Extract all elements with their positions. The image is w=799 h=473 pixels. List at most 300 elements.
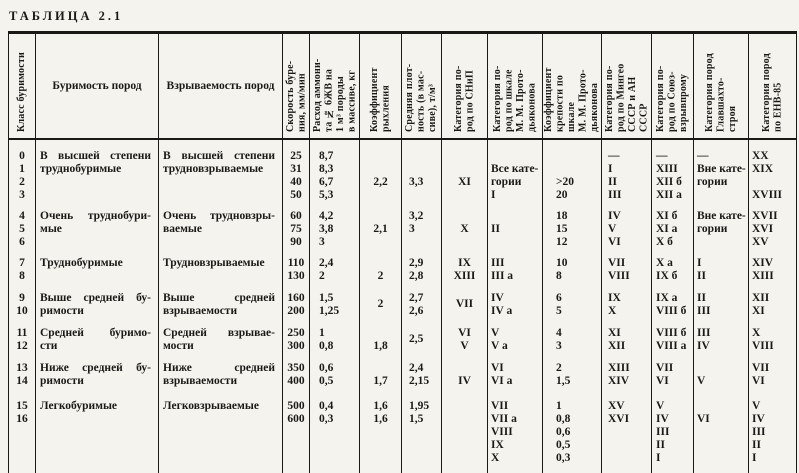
cell-line: II <box>608 176 617 188</box>
cell-line: 2,8 <box>409 270 424 282</box>
cell-line: I <box>697 257 702 269</box>
cell-line: IX <box>458 257 471 269</box>
cell-line: IX <box>491 439 504 451</box>
cell-line <box>488 210 542 223</box>
column-header-line: дьяконова <box>589 82 601 132</box>
cell-line: I <box>656 452 661 464</box>
column-header-line: Буримость пород <box>52 80 142 92</box>
cell-line: XVIII <box>752 189 783 201</box>
cell-line: V а <box>491 340 508 352</box>
cell-drill <box>35 202 158 249</box>
cell-line: 2,9 <box>409 257 424 269</box>
cell-snip <box>441 202 487 249</box>
cell-line: VIII б <box>656 305 687 317</box>
cell-line: XVII <box>752 210 778 222</box>
cell-dens <box>401 202 441 249</box>
cell-loos <box>359 388 401 473</box>
cell-glav <box>693 202 748 249</box>
cell-soyuz <box>651 353 693 388</box>
table-title: ТАБЛИЦА 2.1 <box>9 9 124 23</box>
column-header-line: крепости по <box>554 74 566 132</box>
cell-line: VI <box>608 236 621 248</box>
cell-loos <box>359 353 401 388</box>
cell-loos <box>359 318 401 353</box>
cell-line: X б <box>656 236 673 248</box>
column-header-line: Категория по- <box>492 65 503 132</box>
column-header-dens <box>401 34 441 138</box>
cell-line: 0,8 <box>319 340 334 352</box>
cell-line: VI а <box>491 375 513 387</box>
cell-line: V <box>608 223 617 235</box>
column-header-line: Категория по- <box>603 65 615 132</box>
cell-line <box>442 362 487 375</box>
cell-line: X <box>491 452 500 464</box>
column-header-line: строя <box>726 105 738 132</box>
cell-blast <box>158 388 282 473</box>
column-header-line: в массиве, кг <box>346 69 357 132</box>
column-header-env <box>748 34 796 138</box>
column-header-line: Средняя плот- <box>404 63 416 132</box>
cell-line: 0 <box>19 150 25 162</box>
cell-line: 2 <box>319 270 325 282</box>
cell-line <box>360 163 401 176</box>
cell-cls <box>9 318 35 353</box>
cell-line <box>360 257 401 270</box>
cell-line: — <box>656 150 668 162</box>
cell-line: сти <box>40 340 58 352</box>
cell-line: X <box>752 327 761 339</box>
cell-blast <box>158 353 282 388</box>
cell-line: VII а <box>491 413 517 425</box>
cell-line: IV <box>608 210 621 222</box>
cell-line: 3 <box>556 340 562 352</box>
cell-line: II <box>491 223 500 235</box>
cell-line: 0,3 <box>556 452 571 464</box>
cell-line: мости <box>163 340 194 352</box>
cell-drill <box>35 318 158 353</box>
cell-line: XIV <box>752 257 774 269</box>
cell-env <box>748 202 796 249</box>
cell-mingeo <box>601 318 651 353</box>
cell-line: 1 <box>19 163 25 175</box>
cell-strength <box>542 140 601 202</box>
column-header-speed <box>282 34 309 138</box>
cell-line: VIII б <box>656 327 687 339</box>
cell-line: взрываемости <box>163 375 238 387</box>
cell-line: V <box>752 400 761 412</box>
cell-proto <box>487 283 542 318</box>
cell-line: 3 <box>19 189 25 201</box>
cell-line: VI <box>491 362 504 374</box>
cell-strength <box>542 202 601 249</box>
cell-line: VI <box>656 375 669 387</box>
cell-drill <box>35 249 158 283</box>
cell-line: VII <box>656 362 674 374</box>
cell-blast <box>158 140 282 202</box>
cell-line: 2,6 <box>409 305 424 317</box>
column-header-line: род по СНиП <box>464 70 476 132</box>
cell-line <box>749 176 796 189</box>
cell-line: 3,3 <box>409 176 424 188</box>
column-header-line: Расход аммони- <box>311 58 323 132</box>
cell-line: 0,8 <box>556 413 571 425</box>
cell-line <box>442 163 487 176</box>
cell-line: 14 <box>16 375 28 387</box>
cell-line: 2,15 <box>409 375 430 387</box>
column-header-line: СССР и АН <box>626 76 638 132</box>
cell-line: III <box>697 327 711 339</box>
cell-dens <box>401 283 441 318</box>
cell-line: IX а <box>656 292 678 304</box>
column-header-line: Главшахто- <box>715 77 727 132</box>
cell-line: 5 <box>556 305 562 317</box>
cell-proto <box>487 388 542 473</box>
cell-line: 15 <box>16 400 28 412</box>
cell-line: Вне кате- <box>697 163 746 175</box>
column-header-snip <box>441 34 487 138</box>
cell-line: XIV <box>608 375 630 387</box>
cell-line: 5,3 <box>319 189 334 201</box>
column-header-line: Категория пород <box>761 53 772 132</box>
cell-line: VI <box>752 375 765 387</box>
column-header-ammo <box>309 34 359 138</box>
cell-line <box>543 163 601 176</box>
cell-line: Труднобуримые <box>40 257 123 269</box>
cell-line: II <box>697 292 706 304</box>
cell-line: гории <box>697 176 728 188</box>
row-group-4 <box>9 318 796 353</box>
cell-line: 18 <box>556 210 568 222</box>
cell-line: III <box>608 189 622 201</box>
cell-cls <box>9 388 35 473</box>
cell-env <box>748 388 796 473</box>
cell-line: 40 <box>290 176 302 188</box>
cell-line: Легкобуримые <box>40 400 118 412</box>
cell-line: I <box>491 189 496 201</box>
cell-line: 31 <box>290 163 302 175</box>
cell-line: XI б <box>656 210 678 222</box>
cell-env <box>748 353 796 388</box>
cell-line: XII а <box>656 189 682 201</box>
column-header-line: рыхления <box>380 85 392 132</box>
column-header-line: та № 6ЖВ на <box>323 68 334 132</box>
cell-line: X а <box>656 257 673 269</box>
cell-line <box>694 400 748 413</box>
cell-line: Ниже средней бу- <box>40 362 151 374</box>
cell-strength <box>542 283 601 318</box>
cell-dens <box>401 388 441 473</box>
cell-cls <box>9 283 35 318</box>
column-header-line: ния, мм/мин <box>296 73 307 132</box>
cell-snip <box>441 388 487 473</box>
cell-loos <box>359 249 401 283</box>
column-header-line: род по Мингео <box>615 63 626 132</box>
row-group-6 <box>9 388 796 473</box>
cell-line: гории <box>697 223 728 235</box>
cell-line: 4,2 <box>319 210 334 222</box>
cell-line: VIII а <box>656 340 687 352</box>
cell-line: IV <box>697 340 710 352</box>
cell-line: VI <box>697 413 710 425</box>
cell-glav <box>693 140 748 202</box>
cell-line: 12 <box>16 340 28 352</box>
cell-speed <box>282 388 309 473</box>
cell-line: Выше средней бу- <box>40 292 151 304</box>
cell-line: VIII <box>608 270 630 282</box>
cell-line: VIII <box>752 340 774 352</box>
cell-line: 1 <box>319 327 325 339</box>
column-header-line: шкале <box>566 101 578 132</box>
cell-line: VII <box>608 257 626 269</box>
cell-line: III <box>752 426 766 438</box>
cell-line: 0,4 <box>319 400 334 412</box>
cell-line: римости <box>40 375 84 387</box>
cell-line: 1,95 <box>409 400 430 412</box>
cell-mingeo <box>601 249 651 283</box>
cell-line: 2 <box>377 270 384 282</box>
cell-loos <box>359 283 401 318</box>
cell-line: XX <box>752 150 769 162</box>
cell-line: XIII <box>453 270 476 282</box>
cell-line: 130 <box>287 270 305 282</box>
cell-line: III <box>491 257 505 269</box>
cell-line: V <box>460 340 469 352</box>
cell-line: IV <box>752 413 765 425</box>
cell-line: Ниже средней <box>163 362 275 374</box>
cell-line: Легковзрываемые <box>163 400 259 412</box>
cell-line: 75 <box>290 223 302 235</box>
cell-mingeo <box>601 388 651 473</box>
cell-line: 2,7 <box>409 292 424 304</box>
cell-cls <box>9 249 35 283</box>
cell-drill <box>35 353 158 388</box>
cell-line: 1,5 <box>409 413 424 425</box>
cell-speed <box>282 249 309 283</box>
cell-line: взрываемости <box>163 305 238 317</box>
cell-line: 1,5 <box>319 292 334 304</box>
cell-line: Очень труднобури- <box>40 210 151 222</box>
cell-line: 250 <box>287 327 305 339</box>
table-header <box>9 34 796 140</box>
cell-line: — <box>608 150 620 162</box>
cell-line: 2 <box>377 298 384 310</box>
cell-line: 1,8 <box>373 340 388 352</box>
cell-line: 13 <box>16 362 28 374</box>
cell-cls <box>9 202 35 249</box>
cell-line <box>442 210 487 223</box>
cell-line: 3 <box>319 236 325 248</box>
cell-snip <box>441 353 487 388</box>
cell-strength <box>542 249 601 283</box>
cell-line: VII <box>491 400 509 412</box>
cell-blast <box>158 318 282 353</box>
cell-mingeo <box>601 353 651 388</box>
cell-proto <box>487 140 542 202</box>
cell-drill <box>35 283 158 318</box>
cell-line: 8,7 <box>319 150 334 162</box>
cell-line: Очень трудновзры- <box>163 210 275 222</box>
column-header-line: Категория по- <box>655 65 667 132</box>
cell-line: 2 <box>19 176 25 188</box>
cell-strength <box>542 388 601 473</box>
column-header-line: по ЕНВ-85 <box>772 82 784 132</box>
cell-ammo <box>309 140 359 202</box>
cell-line: II <box>752 439 761 451</box>
cell-speed <box>282 353 309 388</box>
cell-mingeo <box>601 283 651 318</box>
cell-line <box>360 210 401 223</box>
cell-line: XIII <box>608 362 630 374</box>
cell-line: 0,5 <box>319 375 334 387</box>
column-header-line: 1 м³ породы <box>334 76 346 132</box>
cell-snip <box>441 140 487 202</box>
cell-line: 2,5 <box>409 333 424 345</box>
cell-line: VI <box>458 327 471 339</box>
cell-dens <box>401 249 441 283</box>
cell-line: римости <box>40 305 84 317</box>
column-header-line: Класс буримости <box>16 52 28 132</box>
cell-drill <box>35 388 158 473</box>
cell-line: труднобуримые <box>40 163 122 175</box>
cell-ammo <box>309 283 359 318</box>
cell-line: Вне кате- <box>697 210 746 222</box>
cell-env <box>748 318 796 353</box>
cell-line: трудновзрываемые <box>163 163 264 175</box>
column-header-line: род по Союз- <box>666 71 678 132</box>
column-header-soyuz <box>651 34 693 138</box>
row-group-0 <box>9 140 796 202</box>
cell-proto <box>487 318 542 353</box>
cell-line: 7 <box>19 257 25 269</box>
column-header-line: Скорость буре- <box>284 60 296 132</box>
column-header-glav <box>693 34 748 138</box>
cell-line: III <box>697 305 711 317</box>
cell-line: 160 <box>287 292 305 304</box>
cell-soyuz <box>651 388 693 473</box>
cell-ammo <box>309 388 359 473</box>
cell-line: X <box>460 223 469 235</box>
cell-line: 4 <box>19 210 25 222</box>
cell-line: XIX <box>752 163 774 175</box>
cell-line: 12 <box>556 236 568 248</box>
cell-proto <box>487 353 542 388</box>
column-header-line: Коэффициент <box>543 67 555 132</box>
cell-line: Средней взрывае- <box>163 327 275 339</box>
cell-proto <box>487 202 542 249</box>
cell-line: XVI <box>608 413 630 425</box>
cell-line <box>402 150 441 163</box>
cell-strength <box>542 318 601 353</box>
cell-line: 1,5 <box>556 375 571 387</box>
cell-line: 6 <box>19 236 25 248</box>
cell-line: IV <box>656 413 669 425</box>
cell-speed <box>282 283 309 318</box>
cell-line: 2,4 <box>319 257 334 269</box>
cell-line: 90 <box>290 236 302 248</box>
cell-line: III <box>656 426 670 438</box>
cell-line: 1 <box>556 400 562 412</box>
cell-glav <box>693 249 748 283</box>
cell-loos <box>359 140 401 202</box>
cell-dens <box>401 140 441 202</box>
cell-ammo <box>309 202 359 249</box>
column-header-line: дьяконова <box>526 82 538 132</box>
cell-line: 9 <box>19 292 25 304</box>
cell-line: I <box>608 163 613 175</box>
cell-line: гории <box>491 176 522 188</box>
column-header-line: сиве), т/м³ <box>427 83 439 132</box>
cell-line: 20 <box>556 189 568 201</box>
cell-line: II <box>697 270 706 282</box>
column-header-line: М. М. Прото- <box>515 69 526 132</box>
cell-glav <box>693 353 748 388</box>
cell-line: XI <box>608 327 621 339</box>
cell-line: 11 <box>16 327 28 339</box>
cell-line: 1,25 <box>319 305 340 317</box>
cell-speed <box>282 318 309 353</box>
cell-line: 8,3 <box>319 163 334 175</box>
cell-line: XV <box>608 400 625 412</box>
cell-loos <box>359 202 401 249</box>
cell-line: 110 <box>287 257 305 269</box>
cell-line: Трудновзрываемые <box>163 257 265 269</box>
cell-line: XII <box>608 340 626 352</box>
cell-line: VII <box>455 298 474 310</box>
cell-soyuz <box>651 249 693 283</box>
column-header-line: Категория пород <box>703 53 715 132</box>
cell-line: 400 <box>287 375 305 387</box>
cell-line: 1,6 <box>373 413 388 425</box>
cell-line: мые <box>40 223 62 235</box>
cell-line: 2,4 <box>409 362 424 374</box>
column-header-line: Взрываемость пород <box>166 80 275 92</box>
cell-line <box>360 327 401 340</box>
cell-line: XVI <box>752 223 774 235</box>
cell-line: III а <box>491 270 514 282</box>
cell-line: ваемые <box>163 223 202 235</box>
cell-line: 0,6 <box>556 426 571 438</box>
cell-line: 6,7 <box>319 176 334 188</box>
cell-line: >20 <box>556 176 575 188</box>
cell-cls <box>9 140 35 202</box>
column-header-line: Категория по- <box>453 65 464 132</box>
table-body <box>9 140 796 473</box>
row-group-3 <box>9 283 796 318</box>
cell-line: V <box>491 327 500 339</box>
cell-snip <box>441 249 487 283</box>
column-header-line: М. М. Прото- <box>577 69 589 132</box>
cell-line: IV а <box>491 305 513 317</box>
column-header-mingeo <box>601 34 651 138</box>
cell-line: 50 <box>290 189 302 201</box>
cell-line: IX б <box>656 270 678 282</box>
cell-line: Все кате- <box>491 163 539 175</box>
cell-line: 5 <box>19 223 25 235</box>
cell-dens <box>401 353 441 388</box>
cell-blast <box>158 249 282 283</box>
cell-line: XIII <box>752 270 774 282</box>
column-header-line: род по шкале <box>503 69 515 132</box>
cell-env <box>748 140 796 202</box>
column-header-line: Коэффициент <box>369 67 380 132</box>
cell-speed <box>282 202 309 249</box>
cell-line <box>488 150 542 163</box>
cell-line: IV <box>458 375 471 387</box>
cell-ammo <box>309 318 359 353</box>
cell-cls <box>9 353 35 388</box>
cell-line: 3 <box>409 223 415 235</box>
cell-blast <box>158 283 282 318</box>
